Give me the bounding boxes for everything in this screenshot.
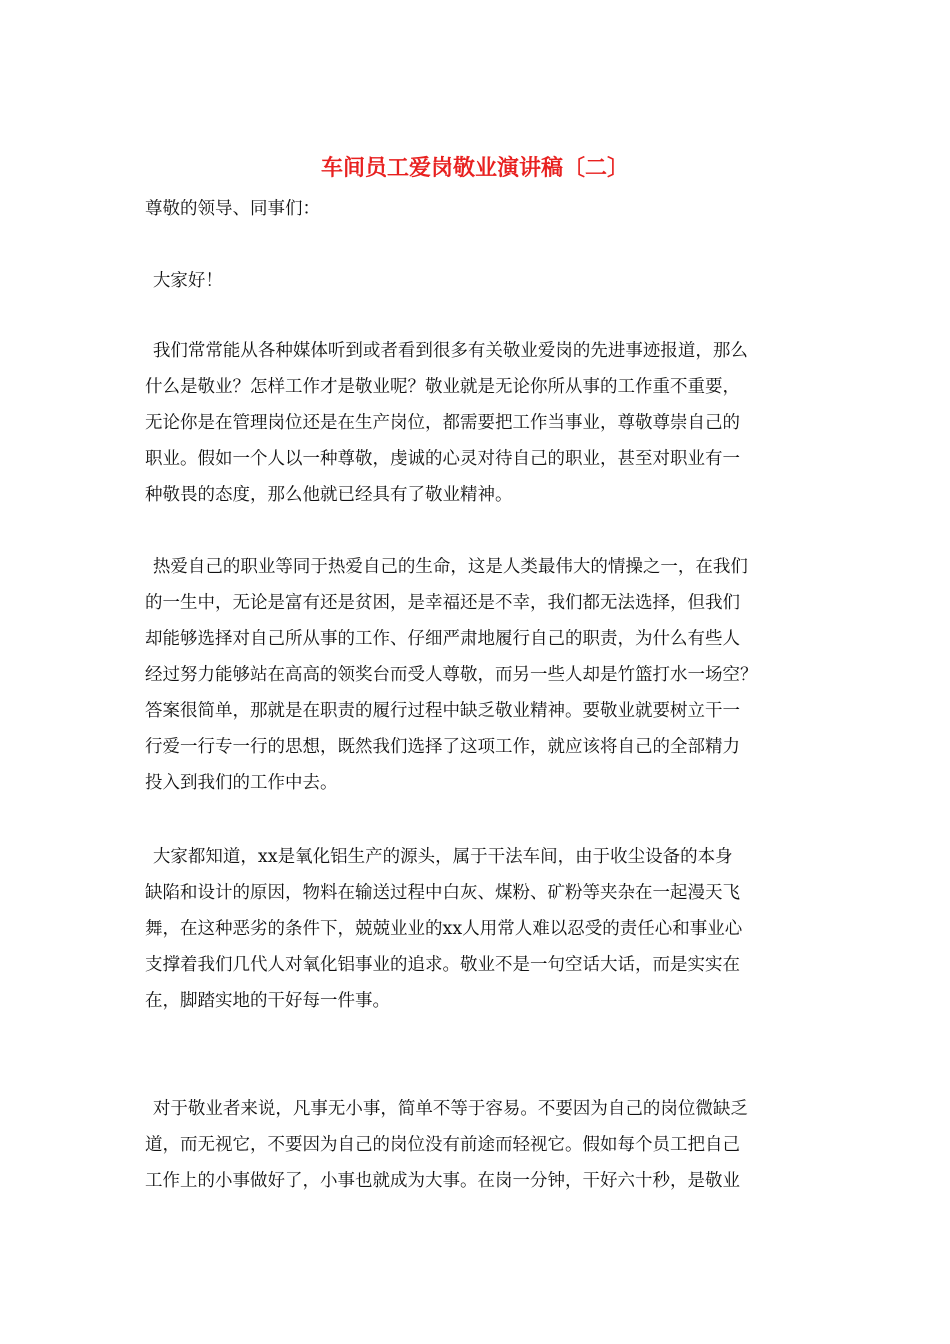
- paragraph-line: 职业。假如一个人以一种尊敬，虔诚的心灵对待自己的职业，甚至对职业有一: [145, 449, 740, 469]
- paragraph-line: 答案很简单，那就是在职责的履行过程中缺乏敬业精神。要敬业就要树立干一: [145, 701, 740, 721]
- paragraph-2: [145, 549, 815, 801]
- paragraph-line: 工作上的小事做好了，小事也就成为大事。在岗一分钟，干好六十秒，是敬业: [145, 1171, 740, 1191]
- paragraph-line: 的一生中，无论是富有还是贫困，是幸福还是不幸，我们都无法选择，但我们: [145, 593, 740, 613]
- paragraph-line: 经过努力能够站在高高的领奖台而受人尊敬，而另一些人却是竹篮打水一场空？: [145, 665, 758, 685]
- paragraph-line: 缺陷和设计的原因，物料在输送过程中白灰、煤粉、矿粉等夹杂在一起漫天飞: [145, 883, 740, 903]
- paragraph-line: 道，而无视它，不要因为自己的岗位没有前途而轻视它。假如每个员工把自己: [145, 1135, 740, 1155]
- salutation-line: 大家好！: [152, 271, 223, 291]
- paragraph-line: 却能够选择对自己所从事的工作、仔细严肃地履行自己的职责，为什么有些人: [145, 629, 740, 649]
- paragraph-line: 种敬畏的态度，那么他就已经具有了敬业精神。: [145, 485, 513, 505]
- paragraph-line: 大家都知道，xx是氧化铝生产的源头，属于干法车间，由于收尘设备的本身: [152, 847, 733, 867]
- greeting-line: 尊敬的领导、同事们：: [145, 199, 320, 219]
- paragraph-line: 舞，在这种恶劣的条件下，兢兢业业的xx人用常人难以忍受的责任心和事业心: [145, 919, 743, 939]
- paragraph-3: [145, 839, 815, 1019]
- paragraph-line: 无论你是在管理岗位还是在生产岗位，都需要把工作当事业，尊敬尊崇自己的: [145, 413, 740, 433]
- paragraph-line: 投入到我们的工作中去。: [145, 773, 338, 793]
- paragraph-line: 热爱自己的职业等同于热爱自己的生命，这是人类最伟大的情操之一，在我们: [152, 557, 748, 577]
- paragraph-line: 在，脚踏实地的干好每一件事。: [145, 991, 390, 1011]
- paragraph-line: 行爱一行专一行的思想，既然我们选择了这项工作，就应该将自己的全部精力: [145, 737, 740, 757]
- paragraph-1: [145, 333, 815, 513]
- paragraph-line: 我们常常能从各种媒体听到或者看到很多有关敬业爱岗的先进事迹报道，那么: [152, 341, 748, 361]
- document-title: 车间员工爱岗敬业演讲稿〔二〕: [320, 155, 629, 181]
- paragraph-line: 支撑着我们几代人对氧化铝事业的追求。敬业不是一句空话大话，而是实实在: [145, 955, 740, 975]
- paragraph-line: 对于敬业者来说，凡事无小事，简单不等于容易。不要因为自己的岗位微缺乏: [152, 1099, 748, 1119]
- paragraph-4: [145, 1091, 815, 1199]
- paragraph-line: 什么是敬业？怎样工作才是敬业呢？敬业就是无论你所从事的工作重不重要，: [145, 377, 740, 397]
